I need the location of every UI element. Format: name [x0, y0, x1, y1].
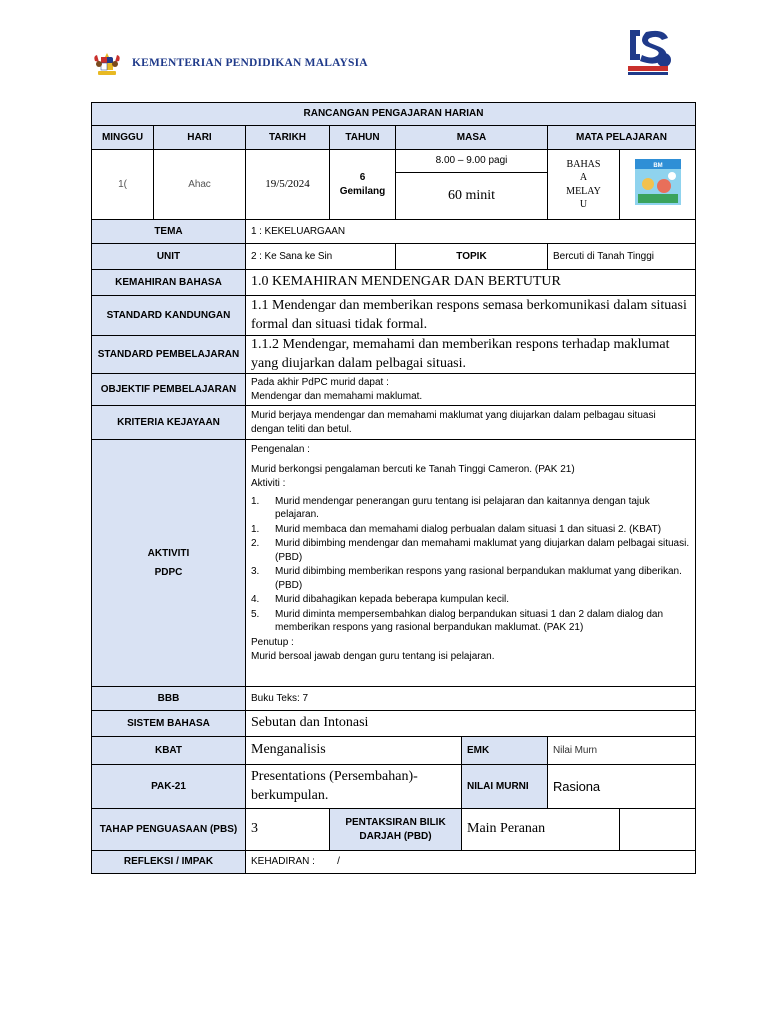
tema-label: TEMA	[92, 220, 246, 244]
kriteria-row	[92, 406, 696, 440]
tema-row	[92, 220, 696, 244]
pbd-extra-value	[620, 809, 696, 851]
pbd-value: Main Peranan	[462, 809, 620, 851]
pak21-label: PAK-21	[92, 765, 246, 809]
emk-label: EMK	[462, 737, 548, 765]
topik-value: Bercuti di Tanah Tinggi	[548, 244, 696, 270]
penutup-text: Murid bersoal jawab dengan guru tentang isi pelajaran.	[251, 651, 495, 662]
col-tahun: TAHUN	[330, 126, 396, 150]
sistem-bahasa-row	[92, 711, 696, 737]
col-tarikh: TARIKH	[246, 126, 330, 150]
kriteria-value: Murid berjaya mendengar dan memahami maklumat yang diujarkan dalam pelbagau situasi dengan teliti dan betul.	[246, 406, 696, 440]
nilai-murni-label: NILAI MURNI	[462, 765, 548, 809]
tahun-class: Gemilang	[339, 185, 386, 197]
unit-row	[92, 244, 696, 270]
list-item: 1. Murid membaca dan memahami dialog perbualan dalam situasi 1 dan situasi 2. (KBAT)	[251, 523, 662, 535]
kbat-row	[92, 737, 696, 765]
standard-kandungan-value: 1.1 Mendengar dan memberikan respons semasa berkomunikasi dalam situasi formal dan situasi tidak formal.	[246, 296, 696, 336]
standard-kandungan-row	[92, 296, 696, 336]
kemahiran-label: KEMAHIRAN BAHASA	[92, 270, 246, 296]
objektif-label: OBJEKTIF PEMBELAJARAN	[92, 374, 246, 406]
textbook-cover-icon	[634, 158, 682, 206]
subject-line-3: MELAY	[566, 185, 601, 197]
tahap-row	[92, 809, 696, 851]
penutup-label: Penutup :	[251, 636, 294, 648]
tahap-label: TAHAP PENGUASAAN (PBS)	[92, 809, 246, 851]
subject-line-2: A	[579, 172, 588, 183]
list-item: 2. Murid dibimbing mendengar dan memahami maklumat yang diujarkan dalam pelbagai situasi. (PBD)	[251, 538, 690, 563]
document-header	[0, 0, 768, 100]
bbb-row	[92, 687, 696, 711]
hari-value: Ahac	[154, 150, 246, 220]
tahap-value: 3	[246, 809, 330, 851]
standard-kandungan-label: STANDARD KANDUNGAN	[92, 296, 246, 336]
col-minggu: MINGGU	[92, 126, 154, 150]
aktiviti-label-line-2: PDPC	[154, 567, 183, 578]
tema-value: 1 : KEKELUARGAAN	[246, 220, 696, 244]
pak21-value: Presentations (Persembahan)-berkumpulan.	[246, 765, 462, 809]
topik-label: TOPIK	[396, 244, 548, 270]
kriteria-label: KRITERIA KEJAYAAN	[92, 406, 246, 440]
list-item: 4. Murid dibahagikan kepada beberapa kumpulan kecil.	[251, 594, 510, 605]
standard-pembelajaran-label: STANDARD PEMBELAJARAN	[92, 336, 246, 374]
kbat-label: KBAT	[92, 737, 246, 765]
standard-pembelajaran-row	[92, 336, 696, 374]
info-row-top	[92, 150, 696, 173]
minggu-value: 1(	[92, 150, 154, 220]
textbook-cover-cell	[620, 150, 696, 220]
pak21-row	[92, 765, 696, 809]
emk-value: Nilai Murn	[548, 737, 696, 765]
masa-duration: 60 minit	[396, 173, 548, 220]
objektif-row	[92, 374, 696, 406]
tarikh-value: 19/5/2024	[246, 150, 330, 220]
unit-label: UNIT	[92, 244, 246, 270]
sistem-bahasa-value: Sebutan dan Intonasi	[246, 711, 696, 737]
list-item: 1. Murid mendengar penerangan guru tentang isi pelajaran dan kaitannya dengan tajuk pelajaran.	[251, 495, 650, 520]
standard-pembelajaran-value: 1.1.2 Mendengar, memahami dan memberikan respons terhadap maklumat yang diujarkan dalam pelbagai situasi.	[246, 336, 696, 374]
refleksi-row	[92, 851, 696, 874]
subject-line-4: U	[579, 199, 588, 210]
pengenalan-label: Pengenalan :	[251, 444, 310, 455]
objektif-line-2: Mendengar dan memahami maklumat.	[251, 390, 423, 402]
bbb-value: Buku Teks: 7	[246, 687, 696, 711]
pbd-label: PENTAKSIRAN BILIK DARJAH (PBD)	[330, 809, 462, 851]
objektif-value	[246, 374, 696, 406]
list-item: 3. Murid dibimbing memberikan respons yang rasional berpandukan maklumat yang diberikan. (PBD)	[251, 566, 682, 591]
refleksi-value: KEHADIRAN : /	[246, 851, 696, 874]
bbb-label: BBB	[92, 687, 246, 711]
malaysia-crest-icon	[92, 52, 122, 78]
aktiviti-steps	[251, 495, 690, 635]
col-hari: HARI	[154, 126, 246, 150]
refleksi-label: REFLEKSI / IMPAK	[92, 851, 246, 874]
nilai-murni-value: Rasiona	[548, 765, 696, 809]
svg-text:BM: BM	[652, 163, 663, 170]
table-title: RANCANGAN PENGAJARAN HARIAN	[92, 103, 696, 126]
header-row	[92, 126, 696, 150]
tahun-number: 6	[359, 172, 366, 183]
aktiviti-label	[92, 440, 246, 687]
lesson-plan-table	[91, 102, 696, 874]
anniversary-logo-icon	[622, 24, 674, 78]
mata-pelajaran-value	[548, 150, 620, 220]
ministry-name: KEMENTERIAN PENDIDIKAN MALAYSIA	[132, 57, 368, 69]
objektif-line-1: Pada akhir PdPC murid dapat :	[251, 377, 389, 388]
list-item: 5. Murid diminta mempersembahkan dialog berpandukan situasi 1 dan 2 dalam dialog dan memberikan respons yang rasional berpandukan maklumat. (PAK 21)	[251, 608, 664, 633]
col-masa: MASA	[396, 126, 548, 150]
unit-value: 2 : Ke Sana ke Sin	[246, 244, 396, 270]
sistem-bahasa-label: SISTEM BAHASA	[92, 711, 246, 737]
subject-line-1: BAHAS	[566, 158, 601, 170]
aktiviti-sublabel: Aktiviti :	[251, 478, 286, 489]
kemahiran-row	[92, 270, 696, 296]
kemahiran-value: 1.0 KEMAHIRAN MENDENGAR DAN BERTUTUR	[246, 270, 696, 296]
aktiviti-row	[92, 440, 696, 687]
pengenalan-text: Murid berkongsi pengalaman bercuti ke Tanah Tinggi Cameron. (PAK 21)	[251, 463, 575, 475]
aktiviti-label-line-1: AKTIVITI	[147, 547, 190, 559]
tahun-cell	[330, 150, 396, 220]
kbat-value: Menganalisis	[246, 737, 462, 765]
col-mata-pelajaran: MATA PELAJARAN	[548, 126, 696, 150]
title-row	[92, 103, 696, 126]
masa-time: 8.00 – 9.00 pagi	[396, 150, 548, 173]
aktiviti-content	[246, 440, 696, 687]
